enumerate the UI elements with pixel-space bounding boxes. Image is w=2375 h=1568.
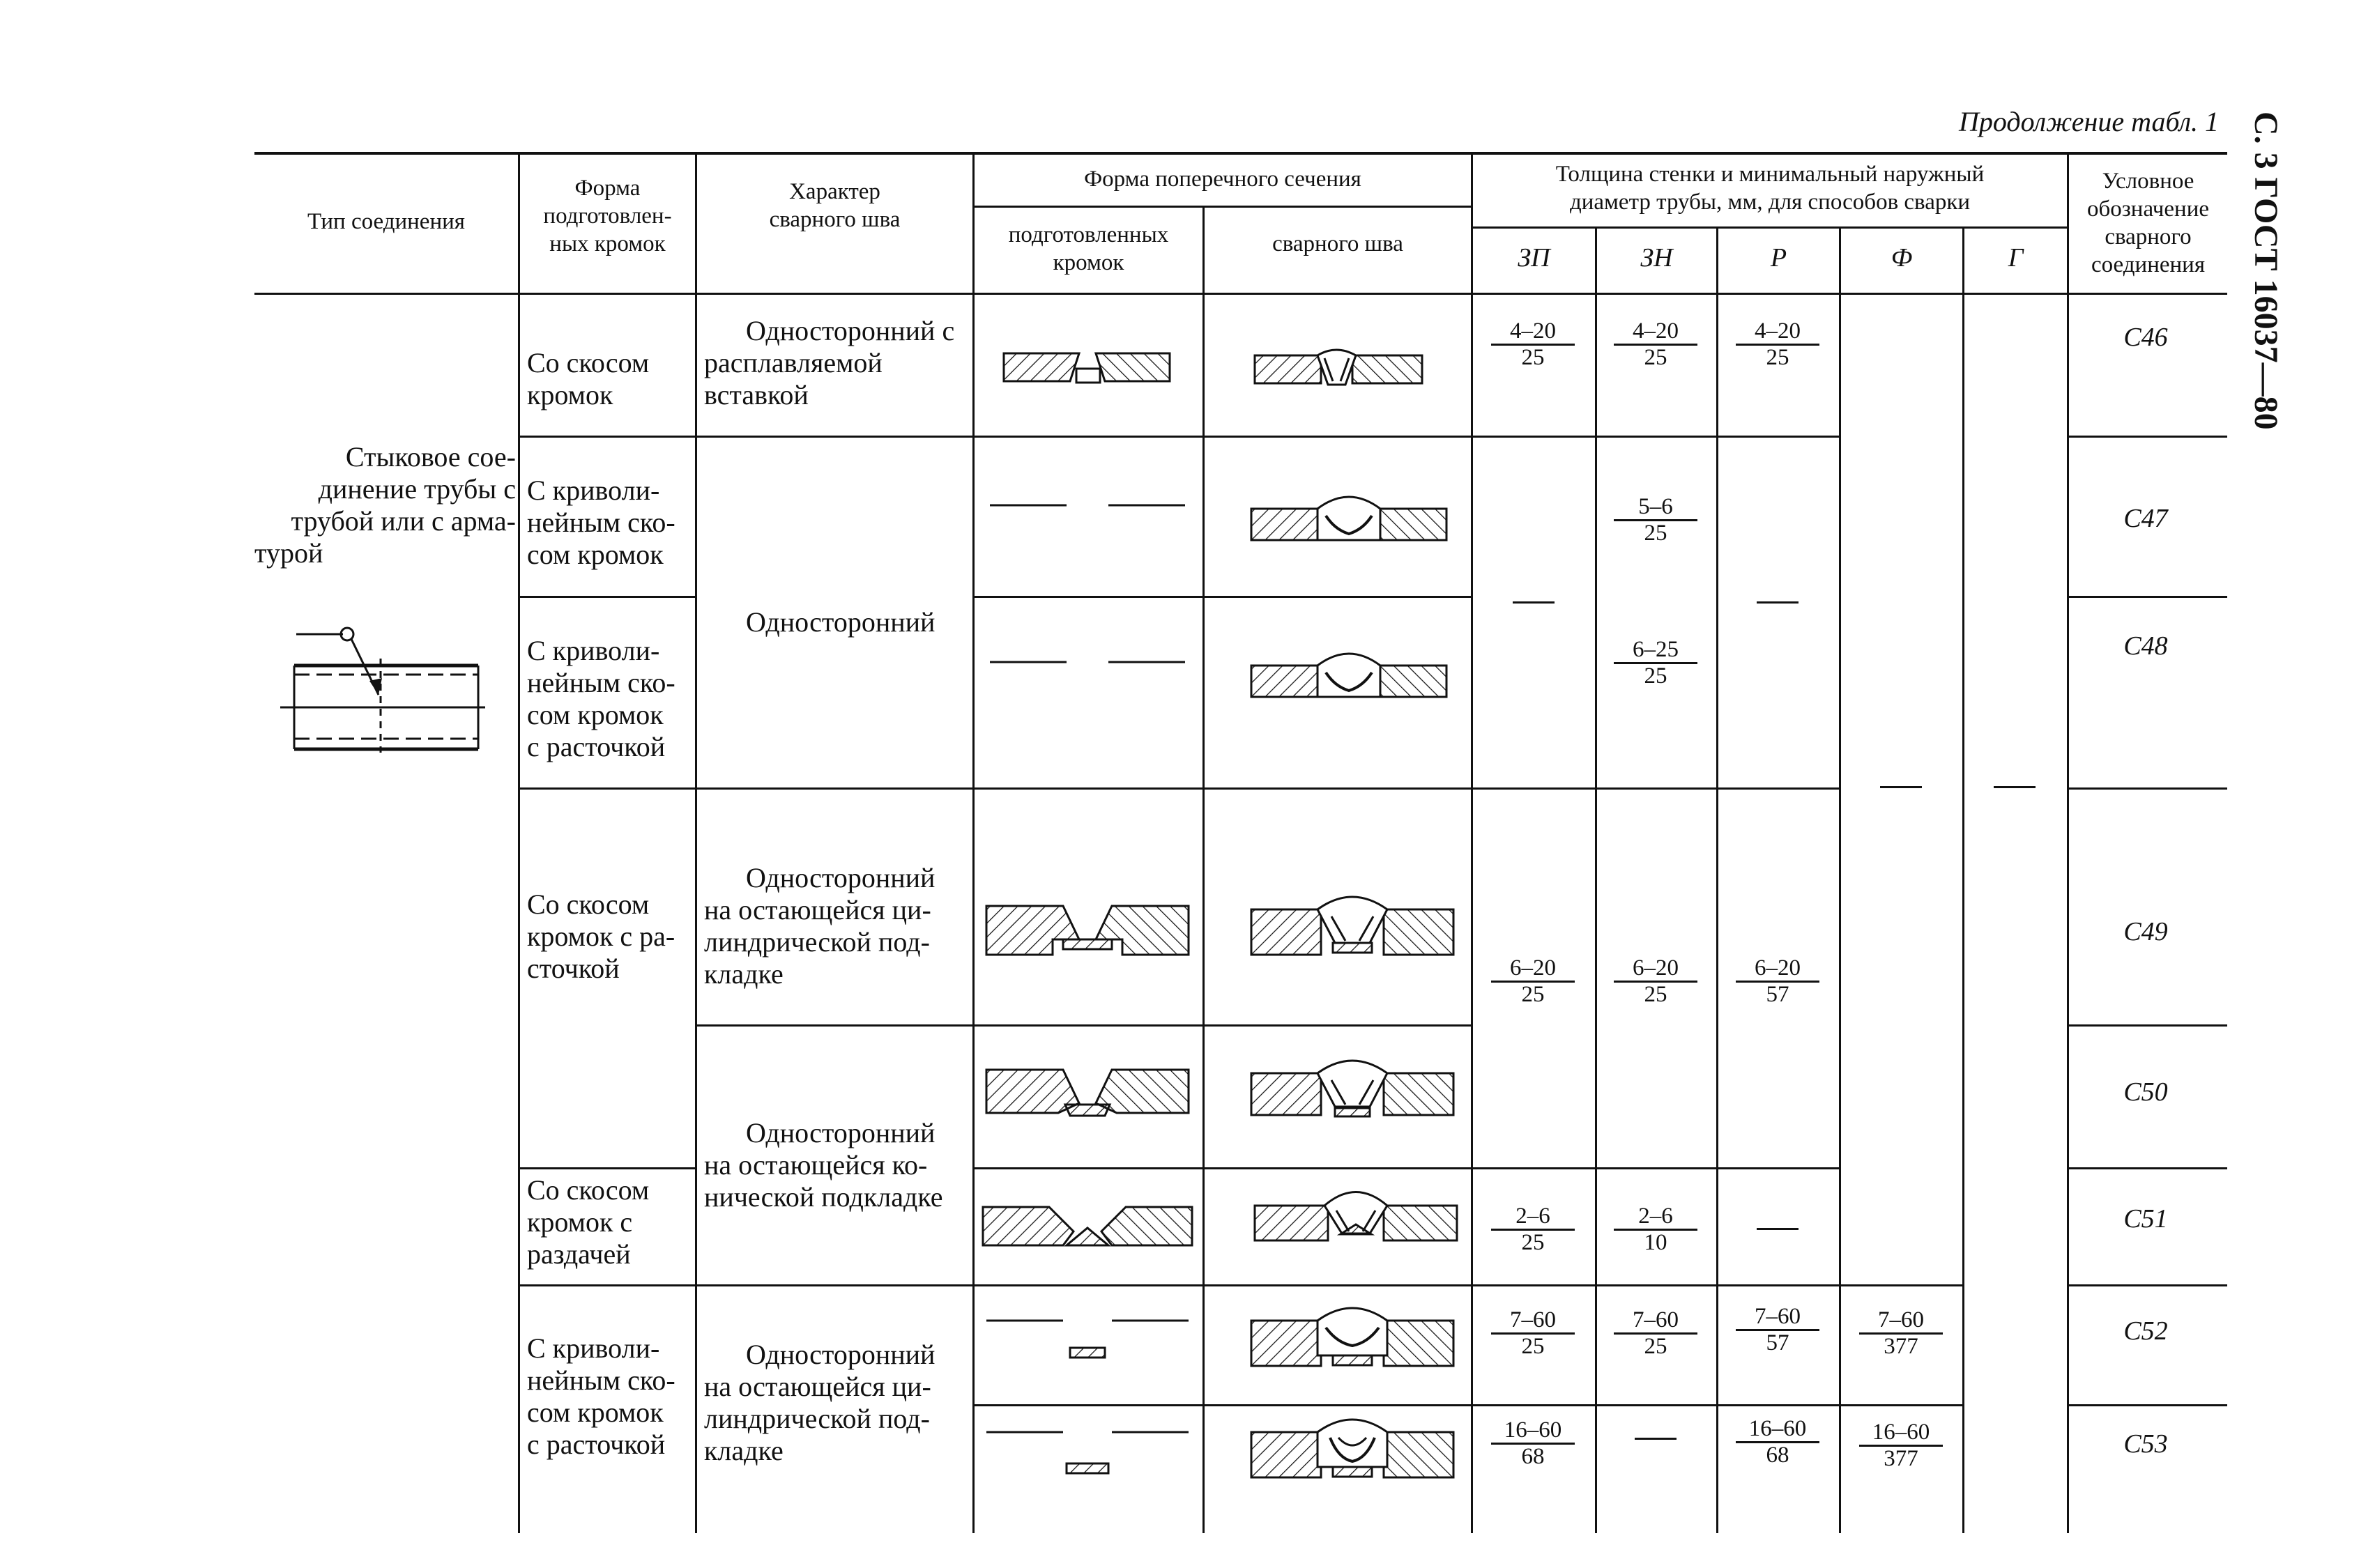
- dash-c47-48-r: [1757, 601, 1799, 604]
- c51-prepared-drawing: [979, 1193, 1196, 1259]
- c49-prepared-drawing: [983, 899, 1192, 969]
- method-f: Ф: [1891, 243, 1913, 272]
- weld-character-4: Односторонний на остающейся ко- нической подкладке: [704, 1117, 943, 1213]
- dash-c53-zn: [1635, 1438, 1677, 1440]
- c53-r-value: $\frac{16-60}{68}$: [1736, 1417, 1819, 1467]
- method-r: Р: [1770, 243, 1787, 272]
- c51-zn-value: $\frac{2-6}{10}$: [1614, 1204, 1697, 1254]
- header-prepared-edges: подготовленных кромок: [1008, 222, 1169, 275]
- code-c49: С49: [2123, 917, 2168, 946]
- c47-weld-drawing: [1248, 488, 1450, 558]
- joint-symbol-icon: [279, 617, 488, 756]
- code-c47: С47: [2123, 504, 2168, 533]
- c52-zp-value: $\frac{7-60}{25}$: [1491, 1308, 1575, 1358]
- side-title: С. 3 ГОСТ 16037—80: [2247, 112, 2284, 430]
- edge-form-3: С криволи- нейным ско- сом кромок с расточкой: [527, 635, 675, 762]
- c53-f-value: $\frac{16-60}{377}$: [1859, 1420, 1943, 1470]
- c48-weld-drawing: [1248, 645, 1450, 714]
- weld-character-3: Односторонний на остающейся ци- линдрической под- кладке: [704, 862, 936, 990]
- weld-character-2: Односторонний: [746, 606, 936, 638]
- c47-zn-value: $\frac{5-6}{25}$: [1614, 495, 1697, 545]
- c49-r-value: $\frac{6-20}{57}$: [1736, 956, 1819, 1006]
- code-c51: С51: [2123, 1204, 2168, 1233]
- method-zn: ЗН: [1640, 243, 1673, 272]
- c52-prepared-drawing: [983, 1310, 1192, 1380]
- code-c50: С50: [2123, 1077, 2168, 1107]
- header-weld: сварного шва: [1272, 231, 1403, 256]
- c47-prepared-drawing: [986, 495, 1189, 551]
- edge-form-1: Со скосом кромок: [527, 347, 650, 410]
- c51-zp-value: $\frac{2-6}{25}$: [1491, 1204, 1575, 1254]
- header-edge-form: Форма подготовлен- ных кромок: [543, 176, 672, 256]
- c49-zp-value: $\frac{6-20}{25}$: [1491, 956, 1575, 1006]
- code-c53: С53: [2123, 1429, 2168, 1459]
- c52-f-value: $\frac{7-60}{377}$: [1859, 1308, 1943, 1358]
- c53-weld-drawing: [1248, 1411, 1457, 1495]
- edge-form-2: С криволи- нейным ско- сом кромок: [527, 475, 675, 570]
- c52-weld-drawing: [1248, 1300, 1457, 1383]
- header-cross-section: Форма поперечного сечения: [1084, 167, 1361, 192]
- weld-character-1: Односторонний с расплавляемой вставкой: [704, 315, 955, 410]
- edge-form-4: Со скосом кромок с ра- сточкой: [527, 889, 675, 984]
- c50-weld-drawing: [1248, 1052, 1457, 1136]
- c51-weld-drawing: [1251, 1181, 1460, 1258]
- dash-g-col: [1994, 786, 2036, 788]
- header-weld-character: Характер сварного шва: [769, 179, 901, 232]
- edge-form-6: С криволи- нейным ско- сом кромок с расточкой: [527, 1332, 675, 1460]
- method-g: Г: [2008, 243, 2024, 272]
- edge-form-5: Со скосом кромок с раздачей: [527, 1174, 650, 1270]
- c46-zn-value: $\frac{4-20}{25}$: [1614, 319, 1697, 369]
- dash-c51-r: [1757, 1228, 1799, 1230]
- c46-prepared-drawing: [997, 345, 1178, 394]
- dash-f-col: [1880, 786, 1922, 788]
- code-c46: С46: [2123, 323, 2168, 352]
- c53-prepared-drawing: [983, 1422, 1192, 1491]
- c53-zp-value: $\frac{16-60}{68}$: [1491, 1418, 1575, 1468]
- c52-zn-value: $\frac{7-60}{25}$: [1614, 1308, 1697, 1358]
- header-designation: Условное обозначение сварного соединения: [2086, 169, 2210, 277]
- c46-weld-drawing: [1248, 343, 1429, 399]
- joint-type-text: Стыковое сое- динение трубы с трубой или с арма- турой: [254, 441, 516, 569]
- code-c52: С52: [2123, 1316, 2168, 1346]
- method-zp: ЗП: [1518, 243, 1550, 272]
- weld-character-5: Односторонний на остающейся ци- линдрической под- кладке: [704, 1339, 936, 1466]
- c52-r-value: $\frac{7-60}{57}$: [1736, 1305, 1819, 1355]
- c49-zn-value: $\frac{6-20}{25}$: [1614, 956, 1697, 1006]
- code-c48: С48: [2123, 631, 2168, 661]
- dash-c47-48-zp: [1513, 601, 1555, 604]
- c50-prepared-drawing: [983, 1063, 1192, 1132]
- c46-r-value: $\frac{4-20}{25}$: [1736, 319, 1819, 369]
- c48-zn-value: $\frac{6-25}{25}$: [1614, 638, 1697, 688]
- header-joint-type: Тип соединения: [307, 209, 465, 234]
- c48-prepared-drawing: [986, 652, 1189, 707]
- header-thickness: Толщина стенки и минимальный наружный диаметр трубы, мм, для способов сварки: [1555, 162, 1985, 215]
- c49-weld-drawing: [1248, 889, 1457, 972]
- c46-zp-value: $\frac{4-20}{25}$: [1491, 319, 1575, 369]
- continuation-label: Продолжение табл. 1: [1959, 106, 2220, 137]
